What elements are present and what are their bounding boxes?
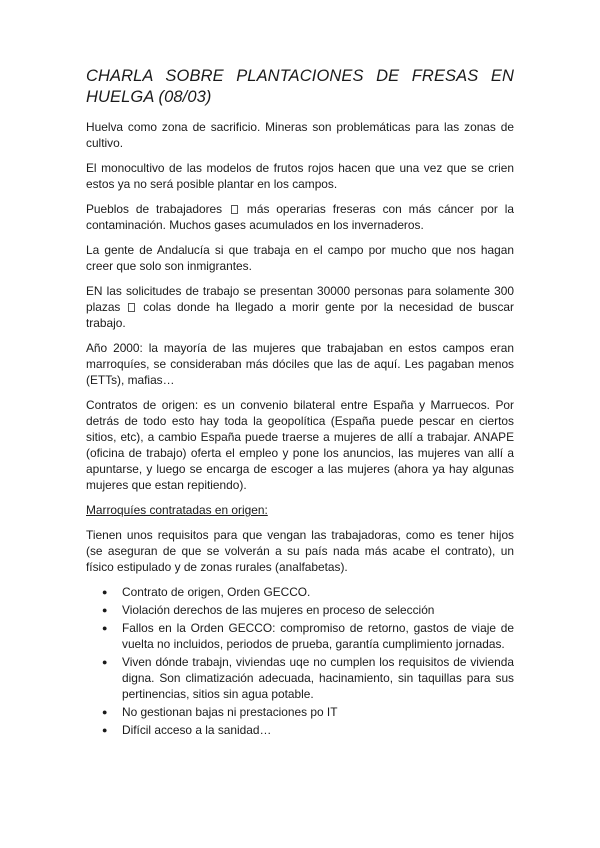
paragraph-ano-2000: Año 2000: la mayoría de las mujeres que trabajaban en estos campos eran marroquíes, se consideraban más dóciles que las de aquí. Les pagaban menos (ETTs), mafias… [86,341,514,387]
list-item [86,584,514,600]
missing-glyph-icon [128,303,135,312]
bullet-icon: ● [102,707,108,717]
list-item [86,602,514,618]
list-item-text: No gestionan bajas ni prestaciones po IT [122,705,338,719]
paragraph-monocultivo: El monocultivo de las modelos de frutos rojos hacen que una vez que se crien estos ya no será posible plantar en los campos. [86,161,514,191]
document-content [86,66,514,740]
paragraph-pueblos-end: más operarias freseras con más cáncer por la contaminación. Muchos gases acumulados en los invernaderos. [86,202,514,232]
subheading-marroquies: Marroquíes contratadas en origen: [86,503,268,517]
paragraph-solicitudes-start: EN las solicitudes de trabajo se presentan 30000 personas para solamente 300 plazas [86,284,514,314]
bullet-icon: ● [102,605,108,615]
list-item-text: Viven dónde trabajn, viviendas uqe no cumplen los requisitos de vivienda digna. Son climatización adecuada, hacinamiento, sin taquillas para sus pertinencias, sitios sin agua potable. [122,655,514,701]
paragraph-pueblos [86,201,514,233]
bullet-icon: ● [102,587,108,597]
document-title: CHARLA SOBRE PLANTACIONES DE FRESAS EN HUELGA (08/03) [86,67,514,106]
bullet-icon: ● [102,623,108,633]
list-item [86,654,514,702]
paragraph-requisitos: Tienen unos requisitos para que vengan las trabajadoras, como es tener hijos (se aseguran de que se volverán a su país nada más acabe el contrato), un físico estipulado y de zonas rurales (analfabetas). [86,528,514,574]
list-item-text: Difícil acceso a la sanidad… [122,723,272,737]
bullet-icon: ● [102,725,108,735]
paragraph-pueblos-start: Pueblos de trabajadores [86,202,223,216]
paragraph-solicitudes [86,283,514,331]
bullet-list [86,584,514,738]
list-item-text: Contrato de origen, Orden GECCO. [122,585,311,599]
bullet-icon: ● [102,657,108,667]
paragraph-contratos: Contratos de origen: es un convenio bilateral entre España y Marruecos. Por detrás de todo esto hay toda la geopolítica (España puede pescar en ciertos sitios, etc), a cambio España puede traerse a mujeres de allí a trabajar. ANAPE (oficina de trabajo) oferta el empleo y pone los anuncios, las mujeres van allí a apuntarse, y luego se encarga de escoger a las mujeres (ahora ya hay algunas mujeres que estan repitiendo). [86,398,514,492]
list-item-text: Violación derechos de las mujeres en proceso de selección [122,603,435,617]
list-item [86,722,514,738]
paragraph-solicitudes-end: colas donde ha llegado a morir gente por la necesidad de buscar trabajo. [86,300,514,330]
list-item [86,704,514,720]
list-item-text: Fallos en la Orden GECCO: compromiso de retorno, gastos de viaje de vuelta no incluidos, periodos de prueba, garantía cumplimiento jornadas. [122,621,514,651]
missing-glyph-icon [231,205,238,214]
list-item [86,620,514,652]
paragraph-huelva: Huelva como zona de sacrificio. Mineras son problemáticas para las zonas de cultivo. [86,120,514,150]
paragraph-andalucia: La gente de Andalucía si que trabaja en el campo por mucho que nos hagan creer que solo son inmigrantes. [86,243,514,273]
